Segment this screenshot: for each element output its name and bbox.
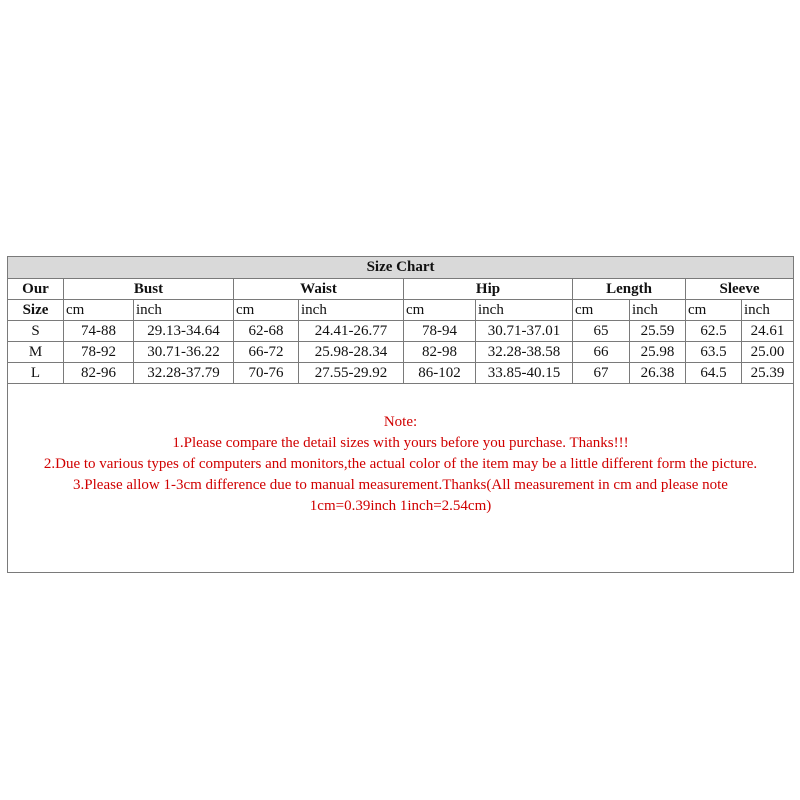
waist-inch-cell: 24.41-26.77 bbox=[299, 321, 404, 342]
hip-inch-unit: inch bbox=[476, 300, 573, 321]
bust-cm-unit: cm bbox=[64, 300, 134, 321]
note-line-2: 2.Due to various types of computers and monitors,the actual color of the item may be a little different form the picture. bbox=[43, 456, 758, 472]
bust-cm-cell: 82-96 bbox=[64, 363, 134, 384]
waist-cm-cell: 70-76 bbox=[234, 363, 299, 384]
group-header-row bbox=[8, 279, 794, 300]
waist-header: Waist bbox=[234, 279, 404, 300]
sleeve-inch-unit: inch bbox=[742, 300, 794, 321]
hip-inch-cell: 30.71-37.01 bbox=[476, 321, 573, 342]
bust-cm-cell: 78-92 bbox=[64, 342, 134, 363]
size-label: L bbox=[8, 363, 64, 384]
sleeve-cm-cell: 62.5 bbox=[686, 321, 742, 342]
note-line-1: 1.Please compare the detail sizes with yours before you purchase. Thanks!!! bbox=[172, 435, 629, 451]
our-size-label-bottom: Size bbox=[8, 300, 64, 321]
size-label: M bbox=[8, 342, 64, 363]
sleeve-header: Sleeve bbox=[686, 279, 794, 300]
length-cm-cell: 65 bbox=[573, 321, 630, 342]
our-size-label-top: Our bbox=[8, 279, 64, 300]
length-cm-unit: cm bbox=[573, 300, 630, 321]
size-label: S bbox=[8, 321, 64, 342]
waist-inch-cell: 27.55-29.92 bbox=[299, 363, 404, 384]
bust-header: Bust bbox=[64, 279, 234, 300]
size-chart-title: Size Chart bbox=[8, 257, 794, 279]
sleeve-cm-cell: 64.5 bbox=[686, 363, 742, 384]
waist-cm-cell: 62-68 bbox=[234, 321, 299, 342]
sleeve-inch-cell: 25.39 bbox=[742, 363, 794, 384]
length-inch-cell: 26.38 bbox=[630, 363, 686, 384]
length-cm-cell: 66 bbox=[573, 342, 630, 363]
table-row bbox=[8, 363, 794, 384]
size-chart-table bbox=[7, 256, 794, 573]
sleeve-cm-unit: cm bbox=[686, 300, 742, 321]
sleeve-inch-cell: 25.00 bbox=[742, 342, 794, 363]
note-line-4: 1cm=0.39inch 1inch=2.54cm) bbox=[309, 498, 492, 514]
note-heading: Note: bbox=[383, 414, 418, 430]
hip-header: Hip bbox=[404, 279, 573, 300]
length-header: Length bbox=[573, 279, 686, 300]
bust-inch-unit: inch bbox=[134, 300, 234, 321]
bust-cm-cell: 74-88 bbox=[64, 321, 134, 342]
bust-inch-cell: 30.71-36.22 bbox=[134, 342, 234, 363]
waist-inch-unit: inch bbox=[299, 300, 404, 321]
bust-inch-cell: 29.13-34.64 bbox=[134, 321, 234, 342]
hip-inch-cell: 33.85-40.15 bbox=[476, 363, 573, 384]
waist-cm-unit: cm bbox=[234, 300, 299, 321]
note-line-3: 3.Please allow 1-3cm difference due to manual measurement.Thanks(All measurement in cm and please note bbox=[73, 477, 728, 493]
sleeve-cm-cell: 63.5 bbox=[686, 342, 742, 363]
bust-inch-cell: 32.28-37.79 bbox=[134, 363, 234, 384]
length-inch-cell: 25.98 bbox=[630, 342, 686, 363]
hip-inch-cell: 32.28-38.58 bbox=[476, 342, 573, 363]
unit-header-row bbox=[8, 300, 794, 321]
table-row bbox=[8, 342, 794, 363]
note-row bbox=[8, 384, 794, 573]
length-inch-unit: inch bbox=[630, 300, 686, 321]
waist-inch-cell: 25.98-28.34 bbox=[299, 342, 404, 363]
table-row bbox=[8, 321, 794, 342]
waist-cm-cell: 66-72 bbox=[234, 342, 299, 363]
hip-cm-cell: 86-102 bbox=[404, 363, 476, 384]
length-inch-cell: 25.59 bbox=[630, 321, 686, 342]
hip-cm-cell: 82-98 bbox=[404, 342, 476, 363]
sleeve-inch-cell: 24.61 bbox=[742, 321, 794, 342]
hip-cm-unit: cm bbox=[404, 300, 476, 321]
note-cell bbox=[8, 384, 794, 573]
hip-cm-cell: 78-94 bbox=[404, 321, 476, 342]
title-row bbox=[8, 257, 794, 279]
length-cm-cell: 67 bbox=[573, 363, 630, 384]
